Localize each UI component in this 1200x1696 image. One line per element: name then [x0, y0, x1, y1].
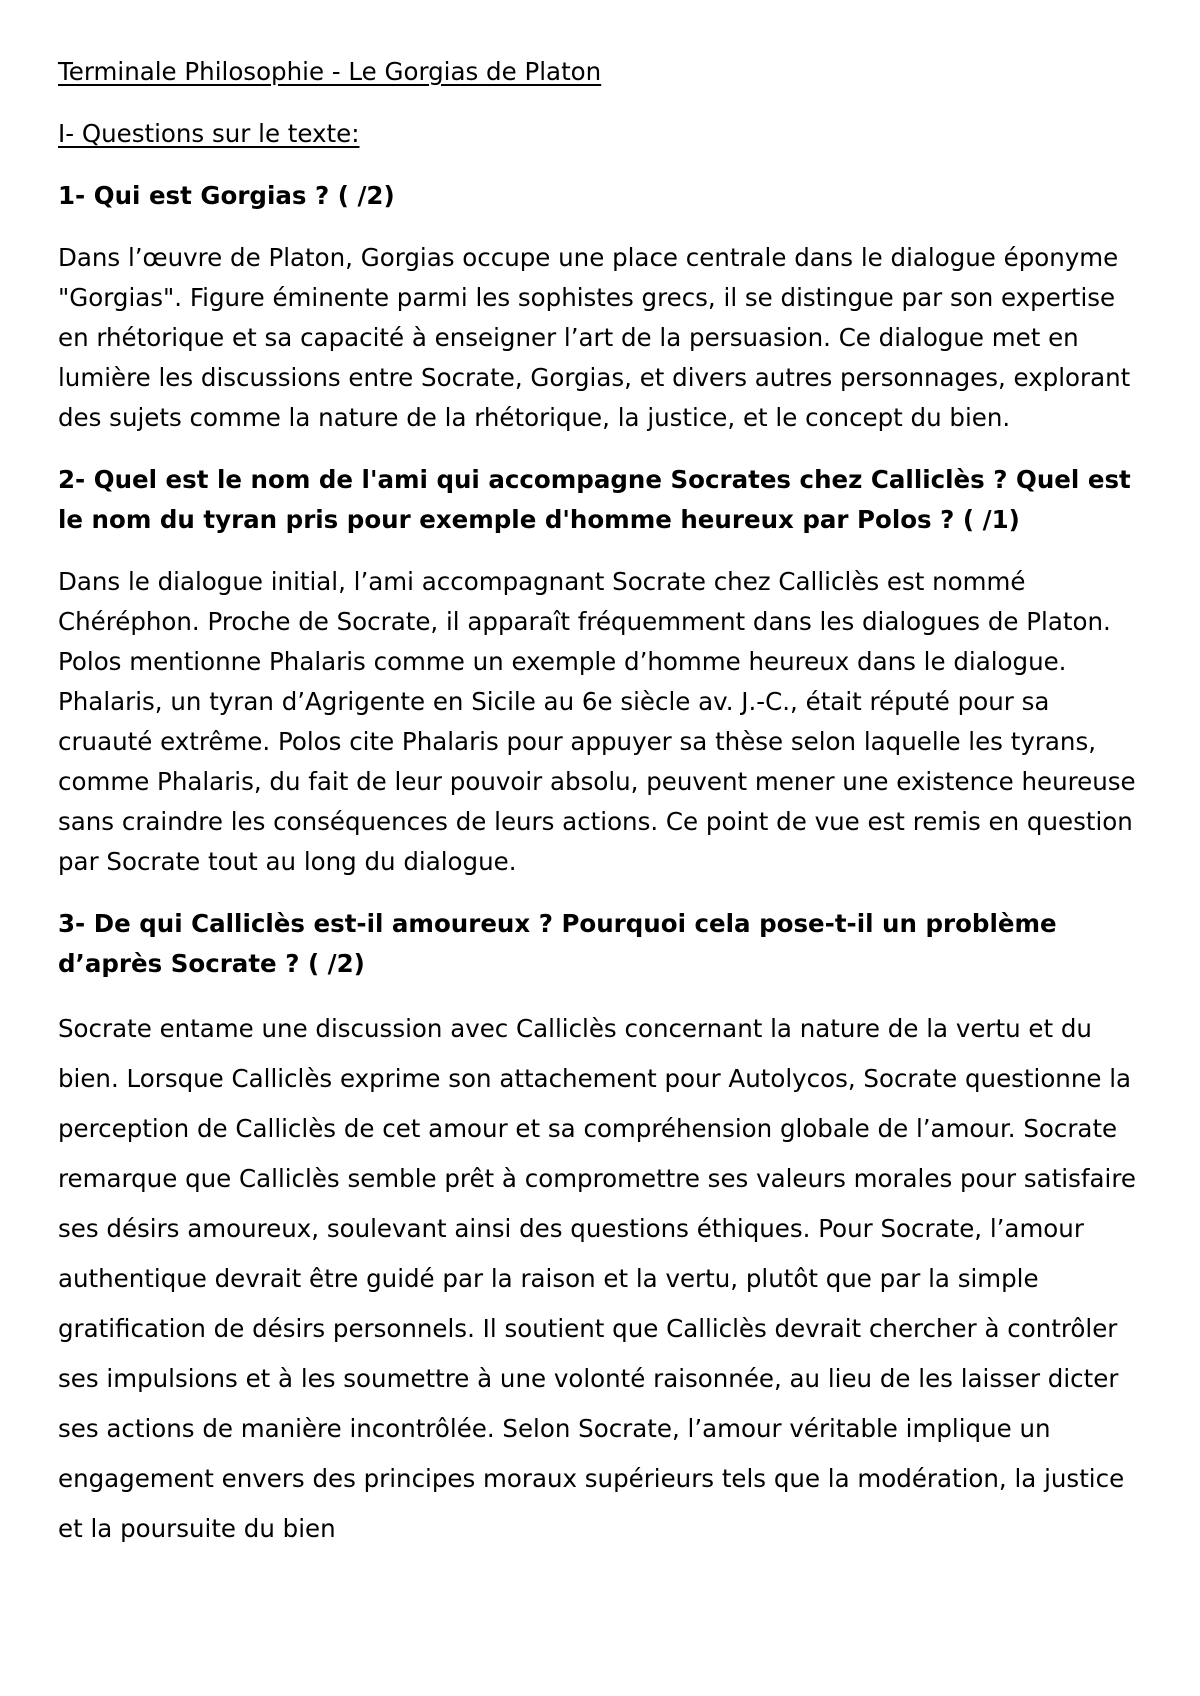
answer-1: Dans l’œuvre de Platon, Gorgias occupe une place centrale dans le dialogue éponyme "Gorgias". Figure éminente parmi les sophistes grecs, il se distingue par son expertise en rhétorique et sa capacité à enseigner l’art de la persuasion. Ce dialogue met en lumière les discussions entre Socrate, Gorgias, et divers autres personnages, explorant des sujets comme la nature de la rhétorique, la justice, et le concept du bien.: [58, 243, 1131, 432]
answer-2: Dans le dialogue initial, l’ami accompagnant Socrate chez Calliclès est nommé Chéréphon. Proche de Socrate, il apparaît fréquemment dans les dialogues de Platon. Polos mentionne Phalaris comme un exemple d’homme heureux dans le dialogue. Phalaris, un tyran d’Agrigente en Sicile au 6e siècle av. J.-C., était réputé pour sa cruauté extrême. Polos cite Phalaris pour appuyer sa thèse selon laquelle les tyrans, comme Phalaris, du fait de leur pouvoir absolu, peuvent mener une existence heureuse sans craindre les conséquences de leurs actions. Ce point de vue est remis en question par Socrate tout au long du dialogue.: [58, 567, 1136, 876]
question-1: 1- Qui est Gorgias ? ( /2): [58, 181, 395, 210]
answer-3: Socrate entame une discussion avec Calliclès concernant la nature de la vertu et du bien. Lorsque Calliclès exprime son attachement pour Autolycos, Socrate questionne la perception de Calliclès de cet amour et sa compréhension globale de l’amour. Socrate remarque que Calliclès semble prêt à compromettre ses valeurs morales pour satisfaire ses désirs amoureux, soulevant ainsi des questions éthiques. Pour Socrate, l’amour authentique devrait être guidé par la raison et la vertu, plutôt que par la simple gratification de désirs personnels. Il soutient que Calliclès devrait chercher à contrôler ses impulsions et à les soumettre à une volonté raisonnée, au lieu de les laisser dicter ses actions de manière incontrôlée. Selon Socrate, l’amour véritable implique un engagement envers des principes moraux supérieurs tels que la modération, la justice et la poursuite du bien: [58, 1014, 1136, 1543]
document-page: [58, 52, 1148, 1554]
document-title: Terminale Philosophie - Le Gorgias de Platon: [58, 57, 602, 86]
section-heading: I- Questions sur le texte:: [58, 119, 360, 148]
question-3: 3- De qui Calliclès est-il amoureux ? Pourquoi cela pose-t-il un problème d’après Socrate ? ( /2): [58, 909, 1057, 978]
question-2: 2- Quel est le nom de l'ami qui accompagne Socrates chez Calliclès ? Quel est le nom du tyran pris pour exemple d'homme heureux par Polos ? ( /1): [58, 465, 1131, 534]
